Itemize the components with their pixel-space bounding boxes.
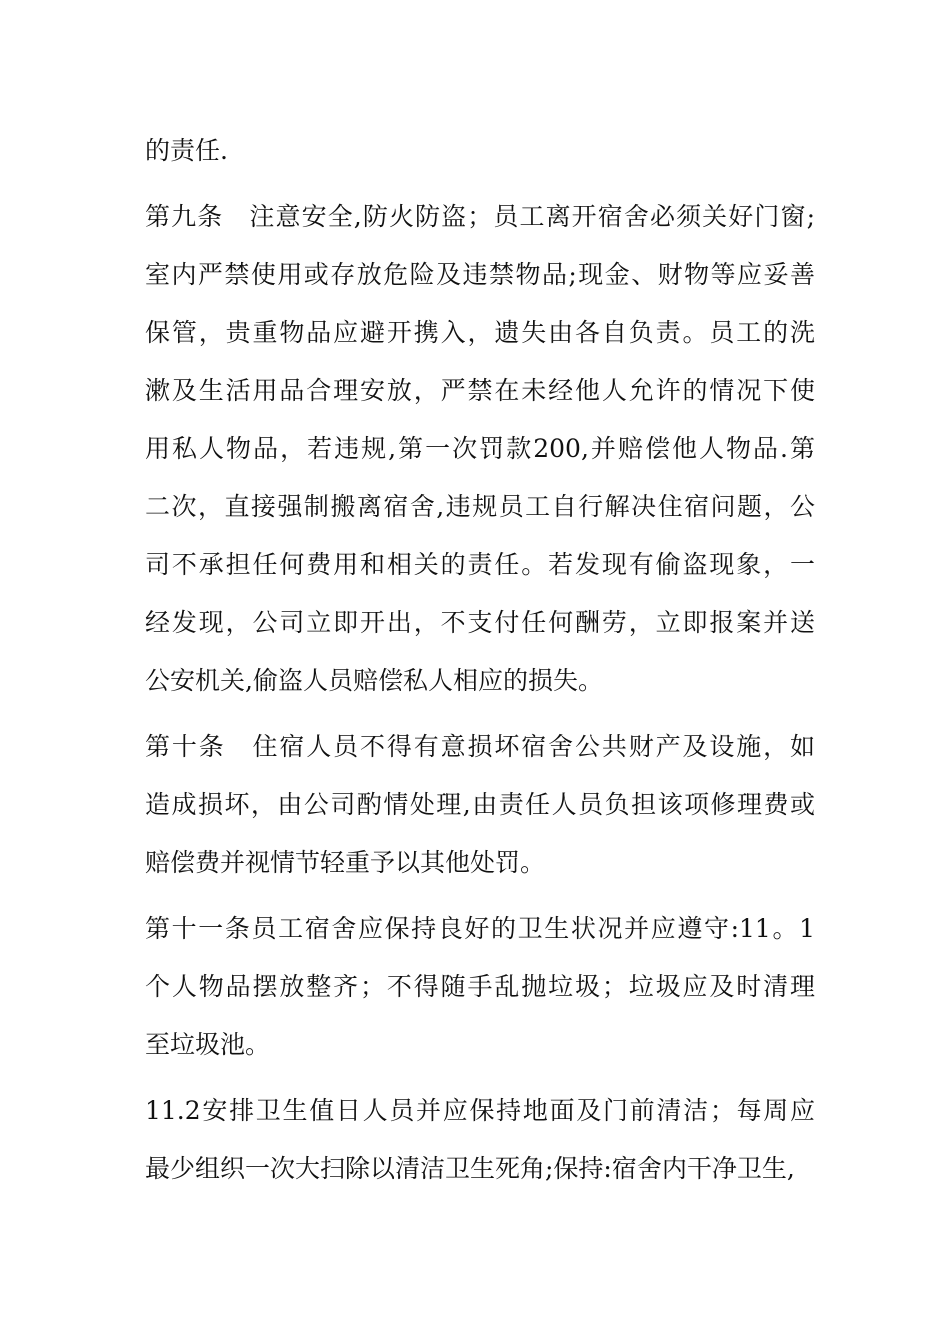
paragraph-article-11-2 bbox=[145, 1082, 815, 1198]
paragraph-article-9 bbox=[145, 188, 815, 710]
text-line: 造成损坏，由公司酌情处理,由责任人员负担该项修理费或 bbox=[145, 790, 815, 819]
text-line: 赔偿费并视情节轻重予以其他处罚。 bbox=[145, 848, 546, 877]
text-line: 漱及生活用品合理安放，严禁在未经他人允许的情况下使 bbox=[145, 376, 815, 405]
paragraph-continuation bbox=[145, 122, 815, 180]
text-line: 室内严禁使用或存放危险及违禁物品;现金、财物等应妥善 bbox=[145, 260, 815, 289]
text-line: 最少组织一次大扫除以清洁卫生死角;保持:宿舍内干净卫生, bbox=[145, 1154, 795, 1183]
text-line: 公安机关,偷盗人员赔偿私人相应的损失。 bbox=[145, 666, 603, 695]
text-line: 司不承担任何费用和相关的责任。若发现有偷盗现象，一 bbox=[145, 550, 815, 579]
text-line: 保管，贵重物品应避开携入，遗失由各自负责。员工的洗 bbox=[145, 318, 815, 347]
text-line: 第十一条员工宿舍应保持良好的卫生状况并应遵守:11。1 bbox=[145, 914, 815, 943]
text-line: 二次，直接强制搬离宿舍,违规员工自行解决住宿问题，公 bbox=[145, 492, 815, 521]
text-line: 经发现，公司立即开出，不支付任何酬劳，立即报案并送 bbox=[145, 608, 815, 637]
text-line: 用私人物品，若违规,第一次罚款200,并赔偿他人物品.第 bbox=[145, 434, 815, 463]
document-body bbox=[145, 122, 815, 1198]
text-line: 第十条 住宿人员不得有意损坏宿舍公共财产及设施，如 bbox=[145, 732, 815, 761]
text-line: 至垃圾池。 bbox=[145, 1030, 271, 1059]
paragraph-article-11 bbox=[145, 900, 815, 1074]
text-line: 个人物品摆放整齐；不得随手乱抛垃圾；垃圾应及时清理 bbox=[145, 972, 815, 1001]
paragraph-article-10 bbox=[145, 718, 815, 892]
text-line: 第九条 注意安全,防火防盗；员工离开宿舍必须关好门窗; bbox=[145, 202, 815, 231]
text-line: 11.2安排卫生值日人员并应保持地面及门前清洁；每周应 bbox=[145, 1096, 815, 1125]
text-line: 的责任. bbox=[145, 136, 228, 165]
